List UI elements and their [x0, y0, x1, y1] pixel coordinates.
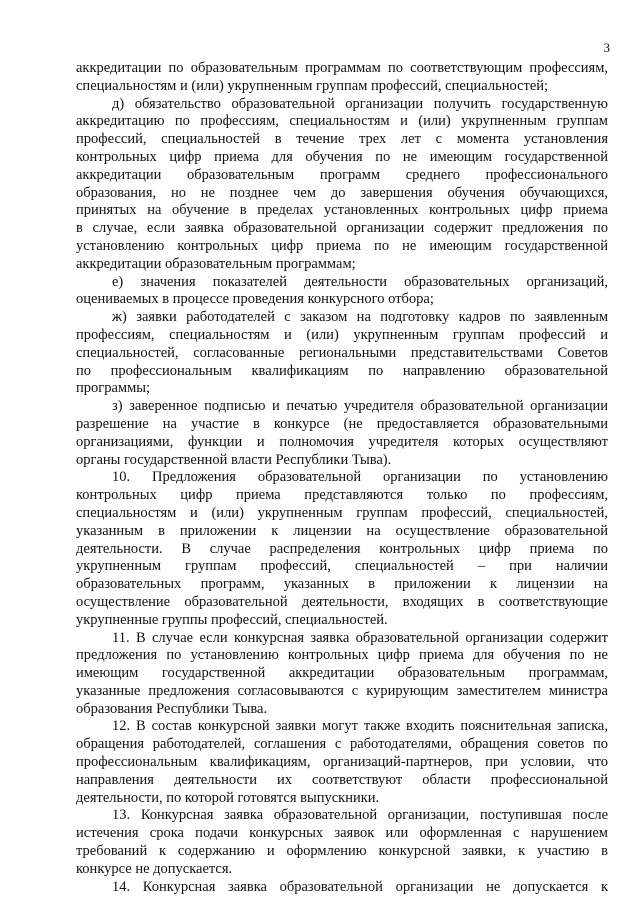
text-line: аккредитации по образовательным программам по соответствующим профессиям,	[76, 60, 608, 76]
paragraph	[76, 398, 608, 469]
paragraph	[76, 807, 608, 878]
text-line: образования, но не позднее чем до завершения обучения обучающихся,	[76, 184, 608, 201]
text-line: аккредитацию по профессиям, специальностям и (или) укрупненным группам	[76, 113, 608, 130]
paragraph	[76, 469, 608, 629]
text-line: обращения работодателей, соглашения с работодателями, обращения советов по	[76, 736, 608, 753]
paragraph	[76, 60, 608, 96]
text-line: организациями, функции и полномочия учредителя которых осуществляют	[76, 433, 608, 450]
text-line: по профессиональным квалификациям по направлению образовательной	[76, 362, 608, 379]
document-body	[76, 60, 608, 896]
text-line: имеющим государственной аккредитации образовательным программам,	[76, 665, 608, 682]
text-line: профессиональным квалификациям, организаций-партнеров, при условии, что	[76, 754, 608, 771]
text-line: деятельности. В случае распределения контрольных цифр приема по	[76, 540, 608, 557]
text-line: е) значения показателей деятельности образовательных организаций,	[112, 273, 608, 290]
text-line: д) обязательство образовательной организации получить государственную	[112, 95, 608, 112]
text-line: профессиям, специальностям и (или) укрупненным группам профессий и	[76, 326, 608, 343]
text-line: контрольных цифр приема представляются только по профессиям,	[76, 487, 608, 504]
text-line: осуществление образовательной деятельности, входящих в соответствующие	[76, 593, 608, 610]
paragraph	[76, 309, 608, 398]
text-line: аккредитации образовательным программам;	[76, 255, 356, 272]
paragraph	[76, 96, 608, 274]
text-line: аккредитации образовательным программ среднего профессионального	[76, 166, 608, 183]
text-line: установлению контрольных цифр приема по не имеющим государственной	[76, 237, 608, 254]
text-line: укрупненные группы профессий, специальностей.	[76, 611, 388, 628]
text-line: з) заверенное подписью и печатью учредителя образовательной организации	[112, 398, 608, 415]
paragraph	[76, 630, 608, 719]
text-line: укрупненным группам профессий, специальностей – при наличии	[76, 558, 608, 575]
text-line: 10. Предложения образовательной организации по установлению	[112, 469, 608, 486]
text-line: принятых на обучение в пределах установленных контрольных цифр приема	[76, 202, 608, 219]
text-line: в случае, если заявка образовательной организации содержит предложения по	[76, 220, 608, 237]
text-line: программы;	[76, 380, 151, 397]
page-number: 3	[603, 40, 610, 55]
paragraph	[76, 879, 608, 897]
text-line: образовательных программ, указанных в приложении к лицензии на	[76, 576, 608, 593]
text-line: 14. Конкурсная заявка образовательной организации не допускается к	[112, 878, 608, 895]
text-line: специальностей, согласованные региональными представительствами Советов	[76, 344, 608, 361]
text-line: контрольных цифр приема для обучения по не имеющим государственной	[76, 148, 608, 165]
text-line: предложения по установлению контрольных цифр приема для обучения по не	[76, 647, 608, 664]
text-line: органы государственной власти Республики Тыва).	[76, 451, 392, 468]
text-line: ж) заявки работодателей с заказом на подготовку кадров по заявленным	[112, 309, 608, 326]
text-line: деятельности, по которой готовятся выпускники.	[76, 789, 380, 806]
text-line: образования Республики Тыва.	[76, 700, 268, 717]
text-line: разрешение на участие в конкурсе (не предоставляется образовательными	[76, 415, 608, 432]
text-line: требований к содержанию и оформлению конкурсной заявки, к участию в	[76, 843, 608, 860]
text-line: специальностям и (или) укрупненным группам профессий, специальностей,	[76, 504, 608, 521]
text-line: оцениваемых в процессе проведения конкурсного отбора;	[76, 291, 434, 308]
text-line: 11. В случае если конкурсная заявка образовательной организации содержит	[112, 629, 608, 646]
text-line: указанным в приложении к лицензии на осуществление образовательной	[76, 522, 608, 539]
text-line: указанные предложения согласовываются с курирующим заместителем министра	[76, 682, 608, 699]
text-line: 12. В состав конкурсной заявки могут также входить пояснительная записка,	[112, 718, 608, 735]
text-line: 13. Конкурсная заявка образовательной организации, поступившая после	[112, 807, 608, 824]
text-line: направления деятельности их соответствуют области профессиональной	[76, 771, 608, 788]
text-line: специальностям и (или) укрупненным группам профессий, специальностей;	[76, 77, 549, 94]
paragraph	[76, 718, 608, 807]
text-line: профессий, специальностей в течение трех лет с момента установления	[76, 131, 608, 148]
text-line: конкурсе не допускается.	[76, 860, 233, 877]
paragraph	[76, 274, 608, 310]
text-line: истечения срока подачи конкурсных заявок или оформленная с нарушением	[76, 825, 608, 842]
